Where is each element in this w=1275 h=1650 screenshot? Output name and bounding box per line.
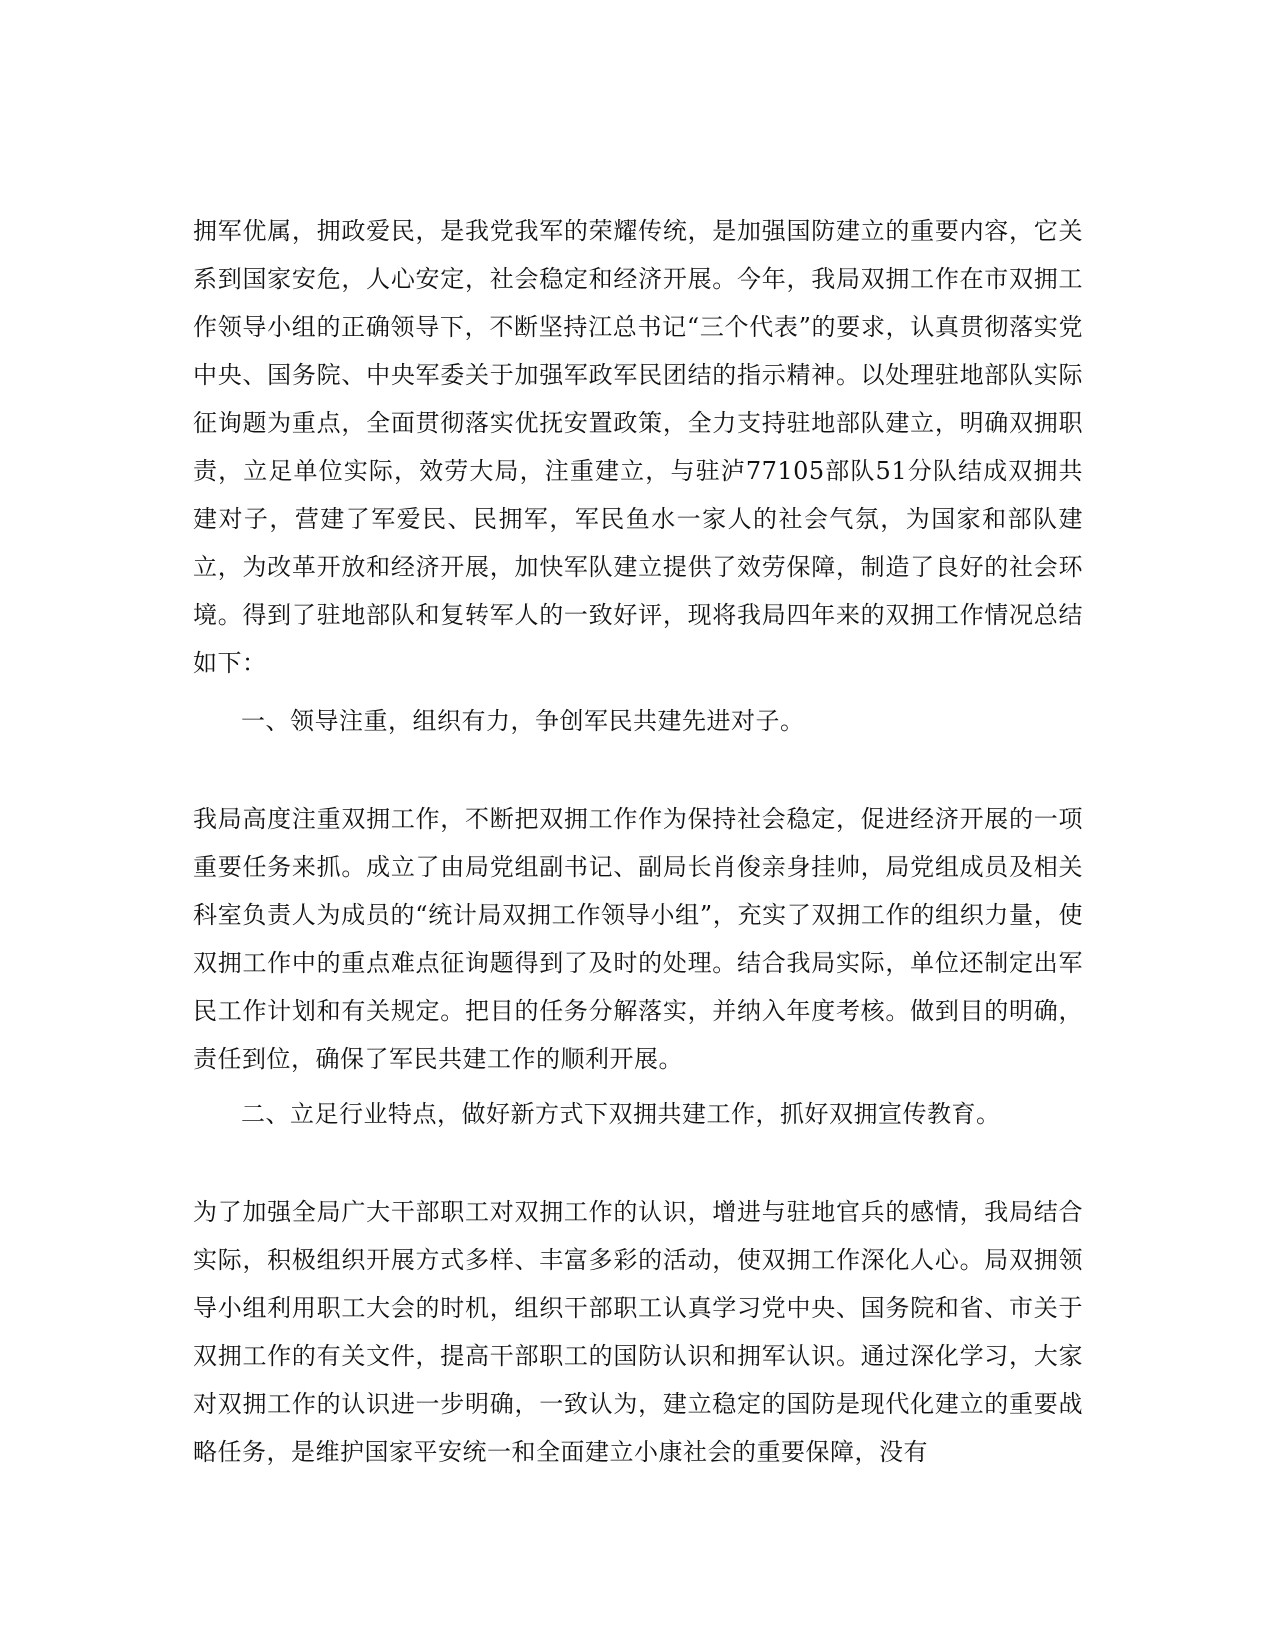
- section-heading-2: 二、立足行业特点，做好新方式下双拥共建工作，抓好双拥宣传教育。: [241, 1100, 1001, 1128]
- section-heading-1: 一、领导注重，组织有力，争创军民共建先进对子。: [241, 707, 805, 735]
- paragraph-section-1: 我局高度注重双拥工作，不断把双拥工作作为保持社会稳定，促进经济开展的一项重要任务来抓。成立了由局党组副书记、副局长肖俊亲身挂帅，局党组成员及相关科室负责人为成员的“统计局双拥工作领导小组”，充实了双拥工作的组织力量，使双拥工作中的重点难点征询题得到了及时的处理。结合我局实际，单位还制定出军民工作计划和有关规定。把目的任务分解落实，并纳入年度考核。做到目的明确，责任到位，确保了军民共建工作的顺利开展。: [193, 805, 1083, 1073]
- paragraph-section-2: 为了加强全局广大干部职工对双拥工作的认识，增进与驻地官兵的感情，我局结合实际，积极组织开展方式多样、丰富多彩的活动，使双拥工作深化人心。局双拥领导小组利用职工大会的时机，组织干部职工认真学习党中央、国务院和省、市关于双拥工作的有关文件，提高干部职工的国防认识和拥军认识。通过深化学习，大家对双拥工作的认识进一步明确，一致认为，建立稳定的国防是现代化建立的重要战略任务，是维护国家平安统一和全面建立小康社会的重要保障，没有: [193, 1198, 1083, 1466]
- paragraph-intro: 拥军优属，拥政爱民，是我党我军的荣耀传统，是加强国防建立的重要内容，它关系到国家安危，人心安定，社会稳定和经济开展。今年，我局双拥工作在市双拥工作领导小组的正确领导下，不断坚持江总书记“三个代表”的要求，认真贯彻落实党中央、国务院、中央军委关于加强军政军民团结的指示精神。以处理驻地部队实际征询题为重点，全面贯彻落实优抚安置政策，全力支持驻地部队建立，明确双拥职责，立足单位实际，效劳大局，注重建立，与驻泸77105部队51分队结成双拥共建对子，营建了军爱民、民拥军，军民鱼水一家人的社会气氛，为国家和部队建立，为改革开放和经济开展，加快军队建立提供了效劳保障，制造了良好的社会环境。得到了驻地部队和复转军人的一致好评，现将我局四年来的双拥工作情况总结如下：: [193, 217, 1083, 677]
